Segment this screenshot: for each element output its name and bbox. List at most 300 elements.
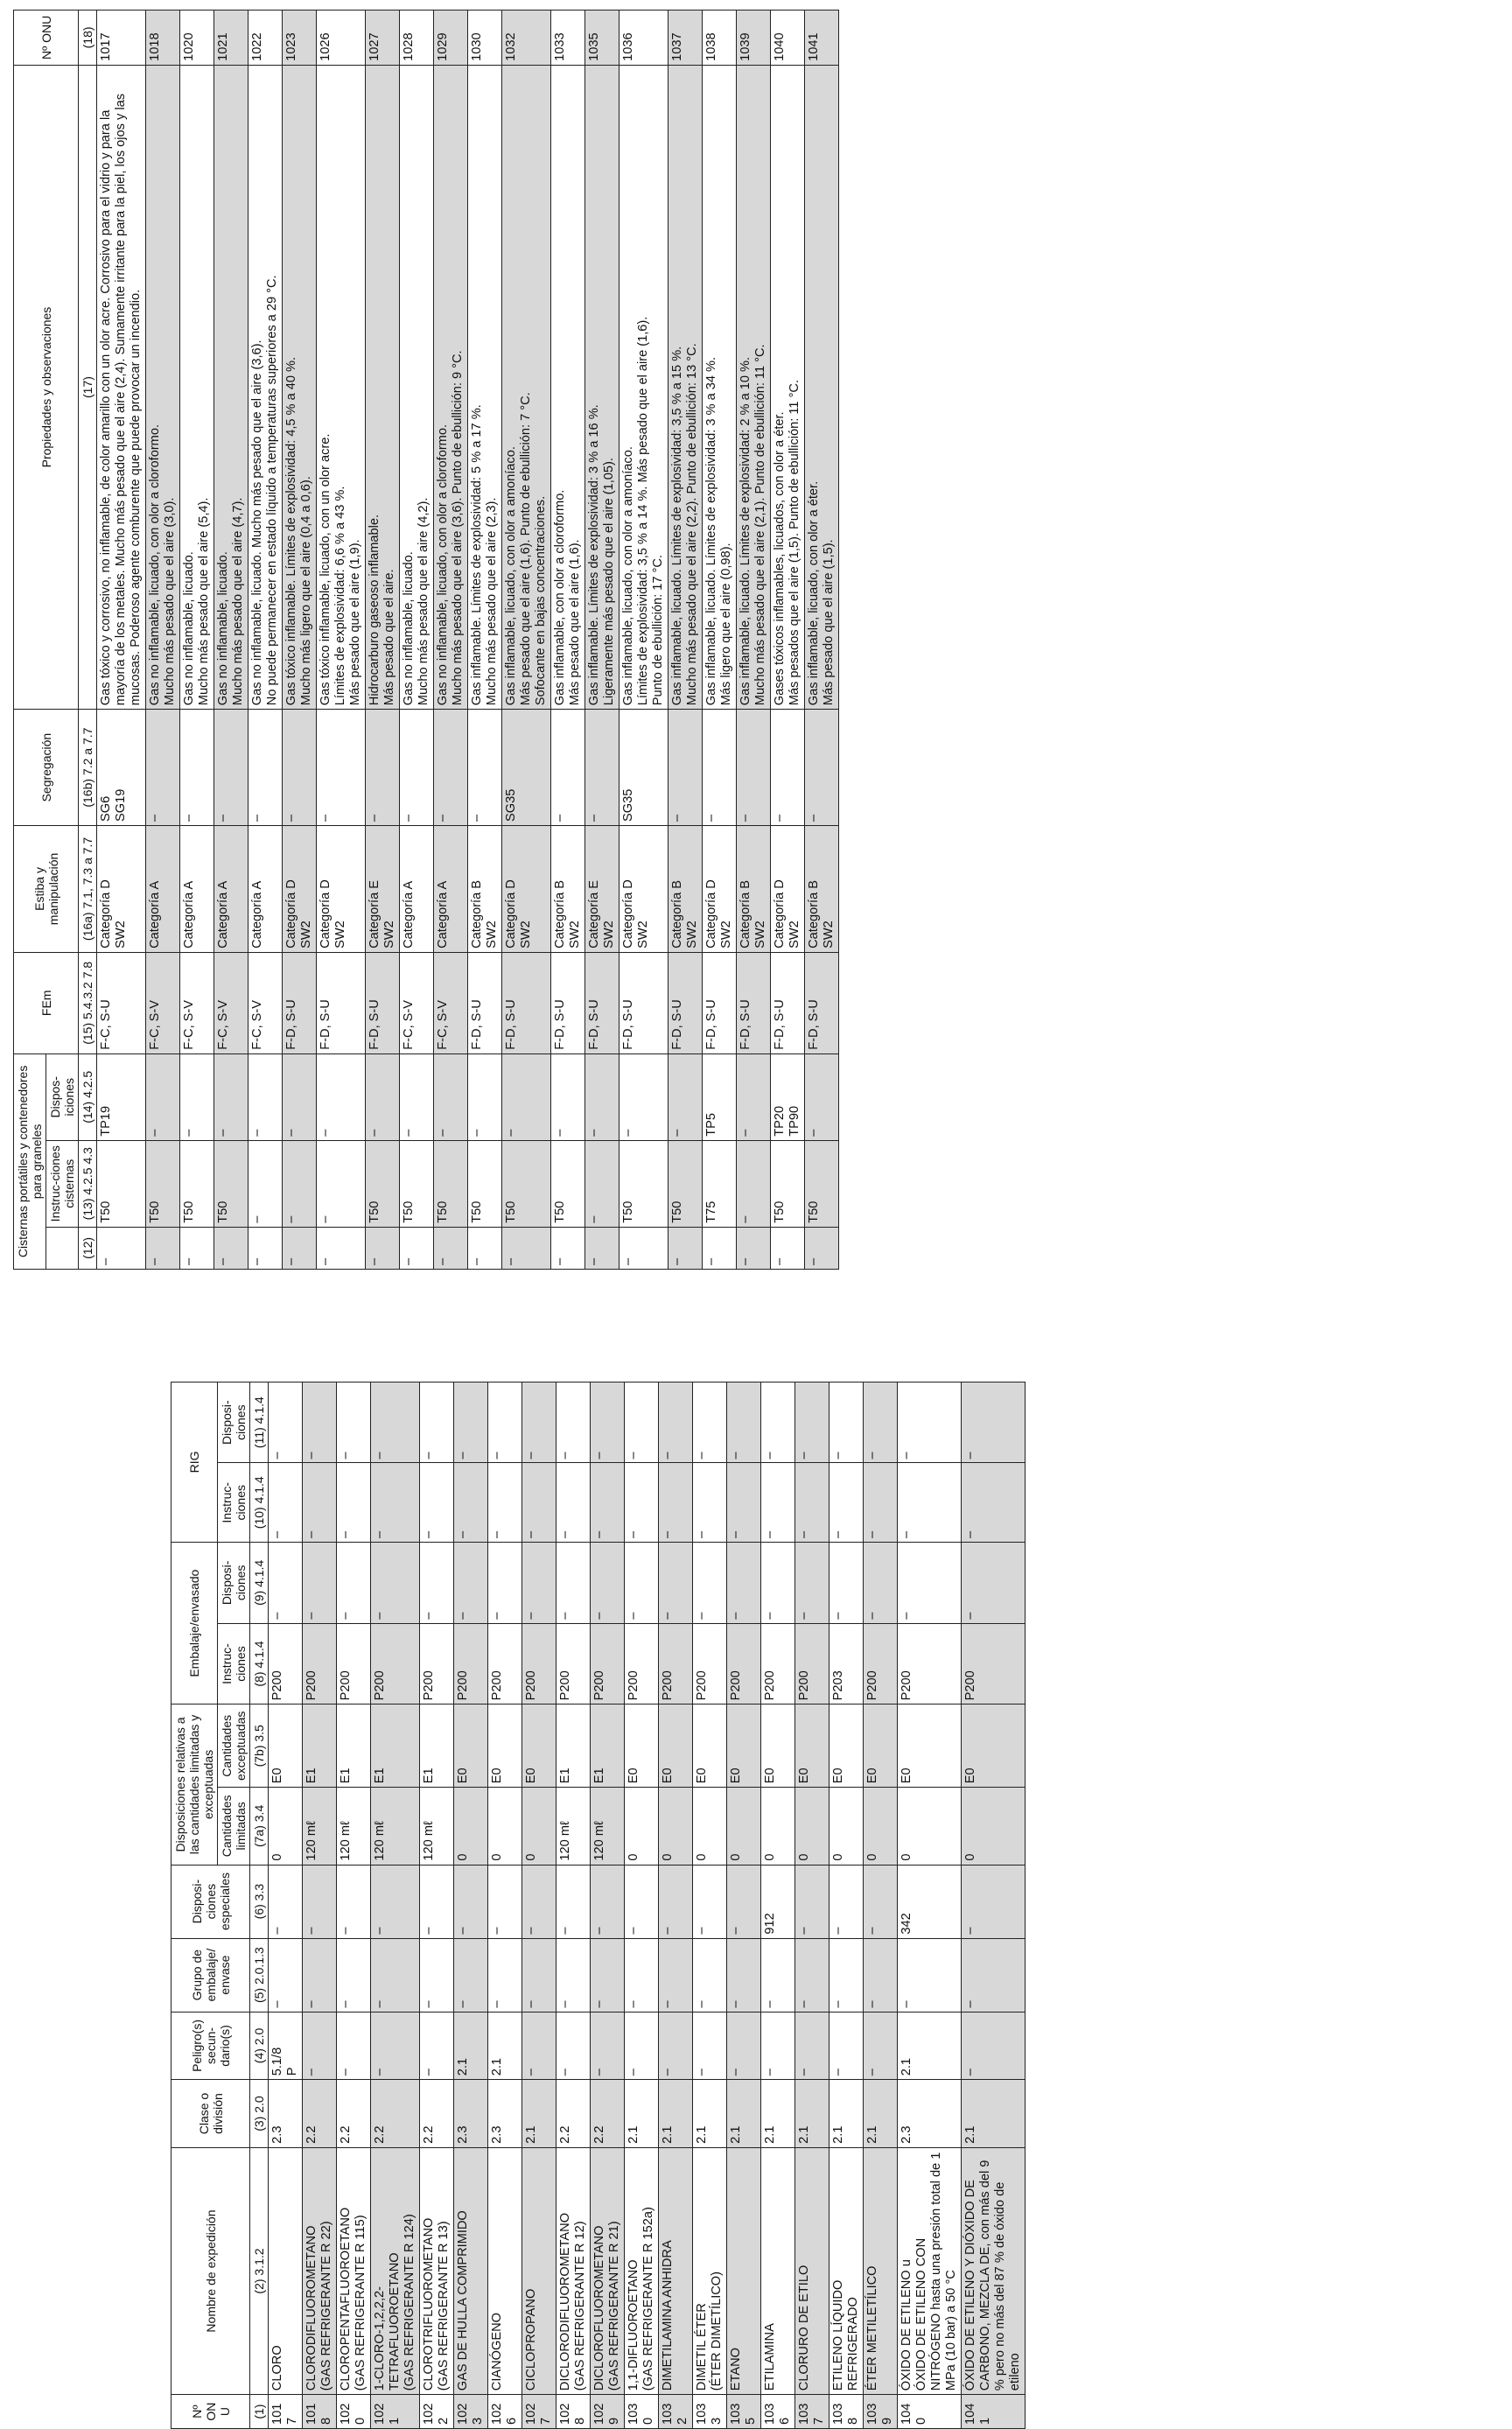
table-row bbox=[625, 1301, 659, 2429]
excepted-quantity: E0 bbox=[727, 1704, 761, 1788]
class: 2.1 bbox=[864, 2080, 898, 2148]
table-row bbox=[522, 1301, 556, 2429]
tank-col-12: – bbox=[668, 1227, 703, 1269]
properties: Gas inflamable, licuado. Límites de explosividad: 3 % a 34 %. Más ligero que el aire (0,98). bbox=[703, 65, 737, 709]
stowage: Categoría B SW2 bbox=[468, 826, 502, 953]
table-row bbox=[283, 10, 317, 1270]
limited-quantity: 0 bbox=[488, 1788, 522, 1865]
properties: Gas inflamable, licuado. Límites de explosividad: 3,5 % a 15 %. Mucho más pesado que el aire (2,2). Punto de ebullición: 13 °C. bbox=[668, 65, 703, 709]
table-row bbox=[585, 10, 620, 1270]
packing-instruction: P200 bbox=[727, 1623, 761, 1704]
class: 2.3 bbox=[488, 2080, 522, 2148]
tank-provisions: – bbox=[366, 1054, 400, 1140]
tank-instruction: T50 bbox=[97, 1140, 146, 1227]
tank-instruction: T50 bbox=[620, 1140, 668, 1227]
ibc-provisions: – bbox=[659, 1382, 693, 1463]
special-provisions: – bbox=[830, 1865, 864, 1938]
limited-quantity: 0 bbox=[659, 1788, 693, 1865]
ems: F-D, S-U bbox=[468, 952, 502, 1054]
tank-provisions: – bbox=[248, 1054, 283, 1140]
packing-instruction: P200 bbox=[303, 1623, 337, 1704]
tank-provisions: – bbox=[468, 1054, 502, 1140]
packing-instruction: P200 bbox=[556, 1623, 591, 1704]
special-provisions: – bbox=[488, 1865, 522, 1938]
un-number: 1036 bbox=[761, 2395, 795, 2429]
ibc-instruction: – bbox=[269, 1463, 303, 1543]
ibc-provisions: – bbox=[761, 1382, 795, 1463]
table-row bbox=[591, 1301, 625, 2429]
un-number: 1028 bbox=[556, 2395, 591, 2429]
properties: Gases tóxicos inflamables, licuados, con olor a éter. Más pesados que el aire (1,5). Punto de ebullición: 11 °C. bbox=[771, 65, 805, 709]
properties: Gas tóxico y corrosivo, no inflamable, de color amarillo con un olor acre. Corrosivo para el vidrio y para la mayoría de los metales. Mucho más pesado que el aire (2,4). Sumamente irritante para la piel, los ojos y las mucosas. Poderoso agente comburente que puede provocar un incendio. bbox=[97, 65, 146, 709]
ibc-provisions: – bbox=[371, 1382, 420, 1463]
stowage: Categoría B SW2 bbox=[551, 826, 585, 953]
packing-provisions: – bbox=[659, 1543, 693, 1624]
table-row bbox=[434, 10, 468, 1270]
ems: F-C, S-V bbox=[214, 952, 248, 1054]
ibc-instruction: – bbox=[864, 1463, 898, 1543]
col-num-15: (15) 5.4.3.2 7.8 bbox=[79, 952, 97, 1054]
ems: F-C, S-V bbox=[180, 952, 214, 1054]
hdr-ibc-prov: Disposi-ciones bbox=[218, 1382, 250, 1463]
tank-instruction: T50 bbox=[146, 1140, 180, 1227]
segregation: – bbox=[317, 710, 366, 826]
shipping-name: DICLOROFLUOROMETANO (GAS REFRIGERANTE R 21) bbox=[591, 2147, 625, 2394]
properties: Gas inflamable, con olor a cloroformo. Más pesado que el aire (1,6). bbox=[551, 65, 585, 709]
un-number-right: 1030 bbox=[468, 10, 502, 66]
shipping-name: ETILAMINA bbox=[761, 2147, 795, 2394]
ibc-instruction: – bbox=[795, 1463, 830, 1543]
col-num-10: (10) 4.1.4 bbox=[250, 1463, 269, 1543]
limited-quantity: 0 bbox=[693, 1788, 727, 1865]
stowage: Categoría A bbox=[214, 826, 248, 953]
special-provisions: – bbox=[659, 1865, 693, 1938]
ems: F-D, S-U bbox=[703, 952, 737, 1054]
segregation: SG6 SG19 bbox=[97, 710, 146, 826]
ibc-provisions: – bbox=[625, 1382, 659, 1463]
tank-provisions: – bbox=[737, 1054, 771, 1140]
tank-instruction: – bbox=[248, 1140, 283, 1227]
excepted-quantity: E1 bbox=[420, 1704, 454, 1788]
col-num-17: (17) bbox=[79, 65, 97, 709]
un-number-right: 1022 bbox=[248, 10, 283, 66]
hdr-eq: Cantidades exceptuadas bbox=[218, 1704, 250, 1788]
table-row bbox=[703, 10, 737, 1270]
hdr-subrisk: Peligro(s) secun-dario(s) bbox=[172, 2012, 250, 2080]
ems: F-C, S-V bbox=[400, 952, 434, 1054]
stowage: Categoría D SW2 bbox=[703, 826, 737, 953]
stowage: Categoría B SW2 bbox=[805, 826, 839, 953]
special-provisions: – bbox=[420, 1865, 454, 1938]
packing-instruction: P200 bbox=[454, 1623, 488, 1704]
excepted-quantity: E1 bbox=[337, 1704, 371, 1788]
class: 2.2 bbox=[556, 2080, 591, 2148]
special-provisions: – bbox=[864, 1865, 898, 1938]
hdr-tank-blank bbox=[46, 1227, 79, 1269]
limited-quantity: 120 mℓ bbox=[420, 1788, 454, 1865]
ibc-provisions: – bbox=[830, 1382, 864, 1463]
tank-col-12: – bbox=[214, 1227, 248, 1269]
shipping-name: ÓXIDO DE ETILENO u ÓXIDO DE ETILENO CON NITRÓGENO hasta una presión total de 1 MPa (10 bar) a 50 °C bbox=[898, 2147, 962, 2394]
packing-provisions: – bbox=[454, 1543, 488, 1624]
tank-col-12: – bbox=[248, 1227, 283, 1269]
ibc-provisions: – bbox=[727, 1382, 761, 1463]
table-row bbox=[366, 10, 400, 1270]
ibc-instruction: – bbox=[830, 1463, 864, 1543]
shipping-name: 1,1-DIFLUOROETANO (GAS REFRIGERANTE R 152a) bbox=[625, 2147, 659, 2394]
excepted-quantity: E0 bbox=[693, 1704, 727, 1788]
class: 2.2 bbox=[371, 2080, 420, 2148]
packing-instruction: P200 bbox=[659, 1623, 693, 1704]
packing-group: – bbox=[303, 1938, 337, 2012]
table-row bbox=[693, 1301, 727, 2429]
special-provisions: – bbox=[693, 1865, 727, 1938]
packing-provisions: – bbox=[625, 1543, 659, 1624]
subsidiary-risk: 2.1 bbox=[454, 2012, 488, 2080]
stowage: Categoría A bbox=[248, 826, 283, 953]
packing-instruction: P200 bbox=[488, 1623, 522, 1704]
table-row bbox=[97, 10, 146, 1270]
un-number: 1020 bbox=[337, 2395, 371, 2429]
class: 2.2 bbox=[591, 2080, 625, 2148]
un-number: 1038 bbox=[830, 2395, 864, 2429]
tank-provisions: – bbox=[585, 1054, 620, 1140]
class: 2.1 bbox=[625, 2080, 659, 2148]
table-row bbox=[488, 1301, 522, 2429]
subsidiary-risk: – bbox=[962, 2012, 1026, 2080]
properties: Gas no inflamable, licuado. Mucho más pesado que el aire (3,6). No puede permanecer en estado líquido a temperaturas superiores a 29 °C. bbox=[248, 65, 283, 709]
table-row bbox=[317, 10, 366, 1270]
tank-instruction: T50 bbox=[214, 1140, 248, 1227]
hdr-seg: Segregación bbox=[14, 710, 79, 826]
class: 2.1 bbox=[795, 2080, 830, 2148]
col-num-4: (4) 2.0 bbox=[250, 2012, 269, 2080]
stowage: Categoría B SW2 bbox=[668, 826, 703, 953]
tank-instruction: T50 bbox=[434, 1140, 468, 1227]
packing-instruction: P200 bbox=[522, 1623, 556, 1704]
packing-group: – bbox=[727, 1938, 761, 2012]
class: 2.1 bbox=[522, 2080, 556, 2148]
ems: F-D, S-U bbox=[283, 952, 317, 1054]
tank-col-12: – bbox=[180, 1227, 214, 1269]
col-num-11: (11) 4.1.4 bbox=[250, 1382, 269, 1463]
subsidiary-risk: 2.1 bbox=[488, 2012, 522, 2080]
tank-col-12: – bbox=[502, 1227, 551, 1269]
packing-group: – bbox=[591, 1938, 625, 2012]
ibc-instruction: – bbox=[454, 1463, 488, 1543]
col-num-6: (6) 3.3 bbox=[250, 1865, 269, 1938]
left-table-body bbox=[269, 1301, 1026, 2429]
segregation: – bbox=[771, 710, 805, 826]
excepted-quantity: E1 bbox=[591, 1704, 625, 1788]
excepted-quantity: E1 bbox=[303, 1704, 337, 1788]
subsidiary-risk: – bbox=[795, 2012, 830, 2080]
excepted-quantity: E0 bbox=[898, 1704, 962, 1788]
tank-instruction: T50 bbox=[468, 1140, 502, 1227]
packing-provisions: – bbox=[488, 1543, 522, 1624]
packing-group: – bbox=[269, 1938, 303, 2012]
tank-provisions: – bbox=[551, 1054, 585, 1140]
hdr-un-right: Nº ONU bbox=[14, 10, 79, 66]
left-page bbox=[0, 1287, 1512, 2429]
un-number: 1040 bbox=[898, 2395, 962, 2429]
special-provisions: – bbox=[591, 1865, 625, 1938]
ibc-provisions: – bbox=[337, 1382, 371, 1463]
excepted-quantity: E0 bbox=[269, 1704, 303, 1788]
shipping-name: DIMETILAMINA ANHIDRA bbox=[659, 2147, 693, 2394]
packing-group: – bbox=[488, 1938, 522, 2012]
ibc-provisions: – bbox=[693, 1382, 727, 1463]
packing-instruction: P200 bbox=[420, 1623, 454, 1704]
un-number-right: 1040 bbox=[771, 10, 805, 66]
un-number-right: 1033 bbox=[551, 10, 585, 66]
table-row bbox=[337, 1301, 371, 2429]
packing-instruction: P200 bbox=[795, 1623, 830, 1704]
un-number: 1037 bbox=[795, 2395, 830, 2429]
ibc-provisions: – bbox=[420, 1382, 454, 1463]
hdr-pack-prov: Disposi-ciones bbox=[218, 1543, 250, 1624]
class: 2.3 bbox=[269, 2080, 303, 2148]
packing-provisions: – bbox=[795, 1543, 830, 1624]
un-number-right: 1028 bbox=[400, 10, 434, 66]
segregation: – bbox=[585, 710, 620, 826]
properties: Gas no inflamable, licuado, con olor a cloroformo. Mucho más pesado que el aire (3,6). Punto de ebullición: 9 °C. bbox=[434, 65, 468, 709]
stowage: Categoría A bbox=[400, 826, 434, 953]
col-num-7a: (7a) 3.4 bbox=[250, 1788, 269, 1865]
limited-quantity: 0 bbox=[898, 1788, 962, 1865]
packing-group: – bbox=[830, 1938, 864, 2012]
table-row bbox=[830, 1301, 864, 2429]
properties: Hidrocarburo gaseoso inflamable. Más pesado que el aire. bbox=[366, 65, 400, 709]
segregation: – bbox=[214, 710, 248, 826]
packing-instruction: P200 bbox=[761, 1623, 795, 1704]
shipping-name: ETILENO LÍQUIDO REFRIGERADO bbox=[830, 2147, 864, 2394]
ibc-provisions: – bbox=[522, 1382, 556, 1463]
un-number-right: 1036 bbox=[620, 10, 668, 66]
subsidiary-risk: – bbox=[371, 2012, 420, 2080]
tank-provisions: – bbox=[214, 1054, 248, 1140]
hdr-tank-instr: Instruc-ciones cisternas bbox=[46, 1140, 79, 1227]
segregation: – bbox=[703, 710, 737, 826]
special-provisions: – bbox=[795, 1865, 830, 1938]
ibc-instruction: – bbox=[522, 1463, 556, 1543]
stowage: Categoría D SW2 bbox=[97, 826, 146, 953]
un-number: 1030 bbox=[625, 2395, 659, 2429]
tank-instruction: T50 bbox=[668, 1140, 703, 1227]
packing-group: – bbox=[864, 1938, 898, 2012]
segregation: – bbox=[737, 710, 771, 826]
tank-col-12: – bbox=[317, 1227, 366, 1269]
segregation: – bbox=[248, 710, 283, 826]
special-provisions: – bbox=[269, 1865, 303, 1938]
un-number: 1033 bbox=[693, 2395, 727, 2429]
hdr-sp: Disposi-ciones especiales bbox=[172, 1865, 250, 1938]
limited-quantity: 0 bbox=[522, 1788, 556, 1865]
excepted-quantity: E0 bbox=[864, 1704, 898, 1788]
tank-instruction: T50 bbox=[180, 1140, 214, 1227]
table-row bbox=[864, 1301, 898, 2429]
class: 2.1 bbox=[761, 2080, 795, 2148]
ibc-provisions: – bbox=[556, 1382, 591, 1463]
limited-quantity: 120 mℓ bbox=[371, 1788, 420, 1865]
packing-group: – bbox=[795, 1938, 830, 2012]
packing-provisions: – bbox=[420, 1543, 454, 1624]
tank-provisions: – bbox=[317, 1054, 366, 1140]
tank-provisions: – bbox=[146, 1054, 180, 1140]
un-number: 1027 bbox=[522, 2395, 556, 2429]
limited-quantity: 0 bbox=[269, 1788, 303, 1865]
excepted-quantity: E0 bbox=[830, 1704, 864, 1788]
ems: F-D, S-U bbox=[771, 952, 805, 1054]
properties: Gas inflamable, licuado, con olor a amoníaco. Más pesado que el aire (1,6). Punto de ebullición: 7 °C. Sofocante en bajas concentraciones. bbox=[502, 65, 551, 709]
un-number: 1039 bbox=[864, 2395, 898, 2429]
table-row bbox=[668, 10, 703, 1270]
packing-group: – bbox=[625, 1938, 659, 2012]
excepted-quantity: E1 bbox=[556, 1704, 591, 1788]
subsidiary-risk: – bbox=[761, 2012, 795, 2080]
stowage: Categoría B SW2 bbox=[737, 826, 771, 953]
limited-quantity: 0 bbox=[761, 1788, 795, 1865]
ibc-instruction: – bbox=[659, 1463, 693, 1543]
un-number-right: 1038 bbox=[703, 10, 737, 66]
table-row bbox=[468, 10, 502, 1270]
tank-provisions: – bbox=[668, 1054, 703, 1140]
subsidiary-risk: – bbox=[830, 2012, 864, 2080]
segregation: SG35 bbox=[502, 710, 551, 826]
ems: F-D, S-U bbox=[551, 952, 585, 1054]
stowage: Categoría E SW2 bbox=[366, 826, 400, 953]
col-num-9: (9) 4.1.4 bbox=[250, 1543, 269, 1624]
un-number-right: 1037 bbox=[668, 10, 703, 66]
tank-provisions: – bbox=[502, 1054, 551, 1140]
ibc-provisions: – bbox=[591, 1382, 625, 1463]
special-provisions: – bbox=[454, 1865, 488, 1938]
col-num-16b: (16b) 7.2 a 7.7 bbox=[79, 710, 97, 826]
stowage: Categoría A bbox=[146, 826, 180, 953]
properties: Gas inflamable, licuado, con olor a éter. Más pesado que el aire (1,5). bbox=[805, 65, 839, 709]
special-provisions: – bbox=[962, 1865, 1026, 1938]
subsidiary-risk: – bbox=[693, 2012, 727, 2080]
ibc-instruction: – bbox=[591, 1463, 625, 1543]
shipping-name: CICLOPROPANO bbox=[522, 2147, 556, 2394]
un-number: 1017 bbox=[269, 2395, 303, 2429]
segregation: – bbox=[805, 710, 839, 826]
un-number-right: 1021 bbox=[214, 10, 248, 66]
ibc-instruction: – bbox=[371, 1463, 420, 1543]
tank-instruction: – bbox=[317, 1140, 366, 1227]
table-row bbox=[502, 10, 551, 1270]
table-row bbox=[269, 1301, 303, 2429]
class: 2.2 bbox=[337, 2080, 371, 2148]
ibc-instruction: – bbox=[727, 1463, 761, 1543]
class: 2.2 bbox=[420, 2080, 454, 2148]
packing-group: – bbox=[371, 1938, 420, 2012]
shipping-name: DICLORODIFLUOROMETANO (GAS REFRIGERANTE R 12) bbox=[556, 2147, 591, 2394]
tank-provisions: – bbox=[805, 1054, 839, 1140]
class: 2.1 bbox=[830, 2080, 864, 2148]
table-row bbox=[303, 1301, 337, 2429]
shipping-name: GAS DE HULLA COMPRIMIDO bbox=[454, 2147, 488, 2394]
hdr-un: Nº ONU bbox=[172, 2395, 250, 2429]
col-num-14: (14) 4.2.5 bbox=[79, 1054, 97, 1140]
table-row bbox=[620, 10, 668, 1270]
class: 2.3 bbox=[454, 2080, 488, 2148]
hdr-class: Clase o división bbox=[172, 2080, 250, 2148]
col-num-16a: (16a) 7.1, 7.3 a 7.7 bbox=[79, 826, 97, 953]
ibc-provisions: – bbox=[488, 1382, 522, 1463]
shipping-name: CLOROPENTAFLUOROETANO (GAS REFRIGERANTE R 115) bbox=[337, 2147, 371, 2394]
table-row bbox=[551, 10, 585, 1270]
tank-instruction: T50 bbox=[502, 1140, 551, 1227]
ems: F-D, S-U bbox=[805, 952, 839, 1054]
subsidiary-risk: – bbox=[591, 2012, 625, 2080]
tank-instruction: – bbox=[737, 1140, 771, 1227]
ems: F-D, S-U bbox=[317, 952, 366, 1054]
subsidiary-risk: – bbox=[556, 2012, 591, 2080]
excepted-quantity: E0 bbox=[488, 1704, 522, 1788]
excepted-quantity: E1 bbox=[371, 1704, 420, 1788]
ibc-instruction: – bbox=[898, 1463, 962, 1543]
tank-instruction: T50 bbox=[400, 1140, 434, 1227]
un-number: 1023 bbox=[454, 2395, 488, 2429]
tank-instruction: T50 bbox=[551, 1140, 585, 1227]
stowage: Categoría D SW2 bbox=[620, 826, 668, 953]
tank-col-12: – bbox=[400, 1227, 434, 1269]
packing-instruction: P200 bbox=[269, 1623, 303, 1704]
ibc-instruction: – bbox=[556, 1463, 591, 1543]
stowage: Categoría D SW2 bbox=[502, 826, 551, 953]
packing-instruction: P200 bbox=[371, 1623, 420, 1704]
packing-group: – bbox=[454, 1938, 488, 2012]
segregation: – bbox=[400, 710, 434, 826]
subsidiary-risk: – bbox=[337, 2012, 371, 2080]
hdr-pg: Grupo de embalaje/ envase bbox=[172, 1938, 250, 2012]
ems: F-D, S-U bbox=[668, 952, 703, 1054]
excepted-quantity: E0 bbox=[454, 1704, 488, 1788]
packing-provisions: – bbox=[864, 1543, 898, 1624]
stowage: Categoría D SW2 bbox=[771, 826, 805, 953]
hdr-props: Propiedades y observaciones bbox=[14, 65, 79, 709]
hdr-name: Nombre de expedición bbox=[172, 2147, 250, 2394]
properties: Gas inflamable, licuado, con olor a amoníaco. Límites de explosividad: 3,5 % a 14 %. Más pesado que el aire (1,6). Punto de ebullición: 17 °C. bbox=[620, 65, 668, 709]
excepted-quantity: E0 bbox=[962, 1704, 1026, 1788]
special-provisions: 912 bbox=[761, 1865, 795, 1938]
segregation: – bbox=[366, 710, 400, 826]
tank-col-12: – bbox=[585, 1227, 620, 1269]
hdr-tanks: Cisternas portátiles y contenedores para graneles bbox=[14, 1054, 46, 1269]
stowage: Categoría A bbox=[180, 826, 214, 953]
packing-instruction: P200 bbox=[864, 1623, 898, 1704]
special-provisions: – bbox=[625, 1865, 659, 1938]
un-number: 1021 bbox=[371, 2395, 420, 2429]
properties: Gas no inflamable, licuado. Mucho más pesado que el aire (4,7). bbox=[214, 65, 248, 709]
tank-provisions: – bbox=[283, 1054, 317, 1140]
stowage: Categoría E SW2 bbox=[585, 826, 620, 953]
un-number: 1029 bbox=[591, 2395, 625, 2429]
shipping-name: ETANO bbox=[727, 2147, 761, 2394]
table-row bbox=[371, 1301, 420, 2429]
segregation: – bbox=[551, 710, 585, 826]
segregation: SG35 bbox=[620, 710, 668, 826]
hdr-ibc: RIG bbox=[172, 1382, 218, 1542]
hdr-stow: Estiba y manipulación bbox=[14, 826, 79, 953]
un-number: 1041 bbox=[962, 2395, 1026, 2429]
un-number: 1035 bbox=[727, 2395, 761, 2429]
packing-instruction: P200 bbox=[693, 1623, 727, 1704]
subsidiary-risk: – bbox=[420, 2012, 454, 2080]
excepted-quantity: E0 bbox=[659, 1704, 693, 1788]
table-row bbox=[659, 1301, 693, 2429]
